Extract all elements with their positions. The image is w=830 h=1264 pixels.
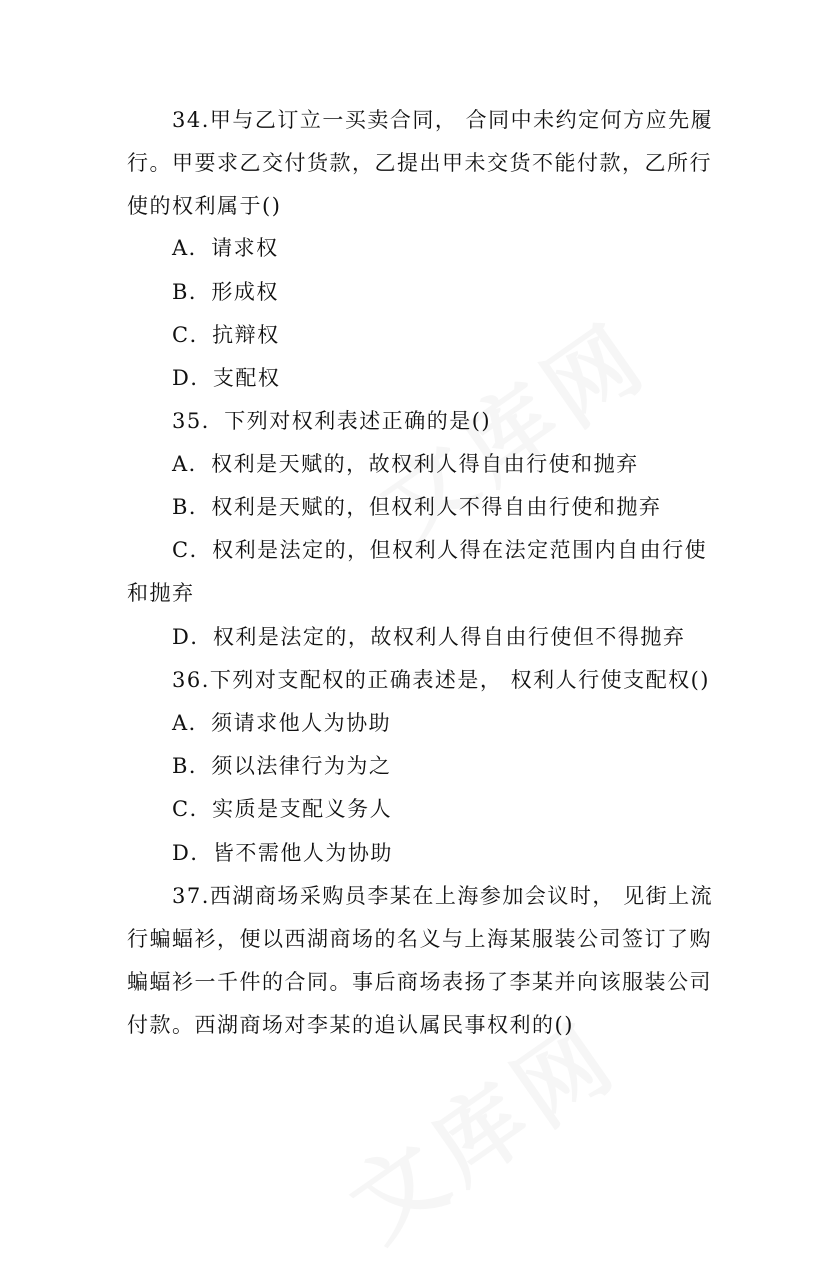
question-35-option-c-continuation: 和抛弃: [127, 581, 195, 605]
question-37-stem-line-1: 37.西湖商场采购员李某在上海参加会议时， 见街上流: [172, 884, 714, 908]
question-35-option-a: A．权利是天赋的，故权利人得自由行使和抛弃: [172, 452, 639, 476]
question-34-option-a: A．请求权: [172, 236, 279, 260]
question-35-stem: 35．下列对权利表述正确的是(): [172, 409, 492, 433]
question-36-option-b: B．须以法律行为为之: [172, 754, 392, 778]
question-37-stem-line-2: 行蝙蝠衫，便以西湖商场的名义与上海某服装公司签订了购: [127, 927, 712, 951]
question-36-option-d: D．皆不需他人为协助: [172, 841, 393, 865]
question-34-stem-line-1: 34.甲与乙订立一买卖合同， 合同中未约定何方应先履: [172, 108, 714, 132]
question-35-option-c: C．权利是法定的，但权利人得在法定范围内自由行使: [172, 538, 708, 562]
question-34-stem-line-3: 使的权利属于(): [127, 194, 282, 218]
question-37-stem-line-4: 付款。西湖商场对李某的追认属民事权利的(): [127, 1013, 574, 1037]
question-37-stem-line-3: 蝙蝠衫一千件的合同。事后商场表扬了李某并向该服装公司: [127, 970, 712, 994]
question-36-stem: 36.下列对支配权的正确表述是， 权利人行使支配权(): [172, 668, 710, 692]
question-36-option-a: A．须请求他人为协助: [172, 711, 392, 735]
question-34-option-b: B．形成权: [172, 280, 279, 304]
question-34-stem-line-2: 行。甲要求乙交付货款，乙提出甲未交货不能付款，乙所行: [127, 151, 712, 175]
question-36-option-c: C．实质是支配义务人: [172, 797, 393, 821]
question-34-option-d: D．支配权: [172, 366, 281, 390]
question-35-option-d: D．权利是法定的，故权利人得自由行使但不得抛弃: [172, 625, 686, 649]
question-35-option-b: B．权利是天赋的，但权利人不得自由行使和抛弃: [172, 495, 662, 519]
question-34-option-c: C．抗辩权: [172, 323, 280, 347]
